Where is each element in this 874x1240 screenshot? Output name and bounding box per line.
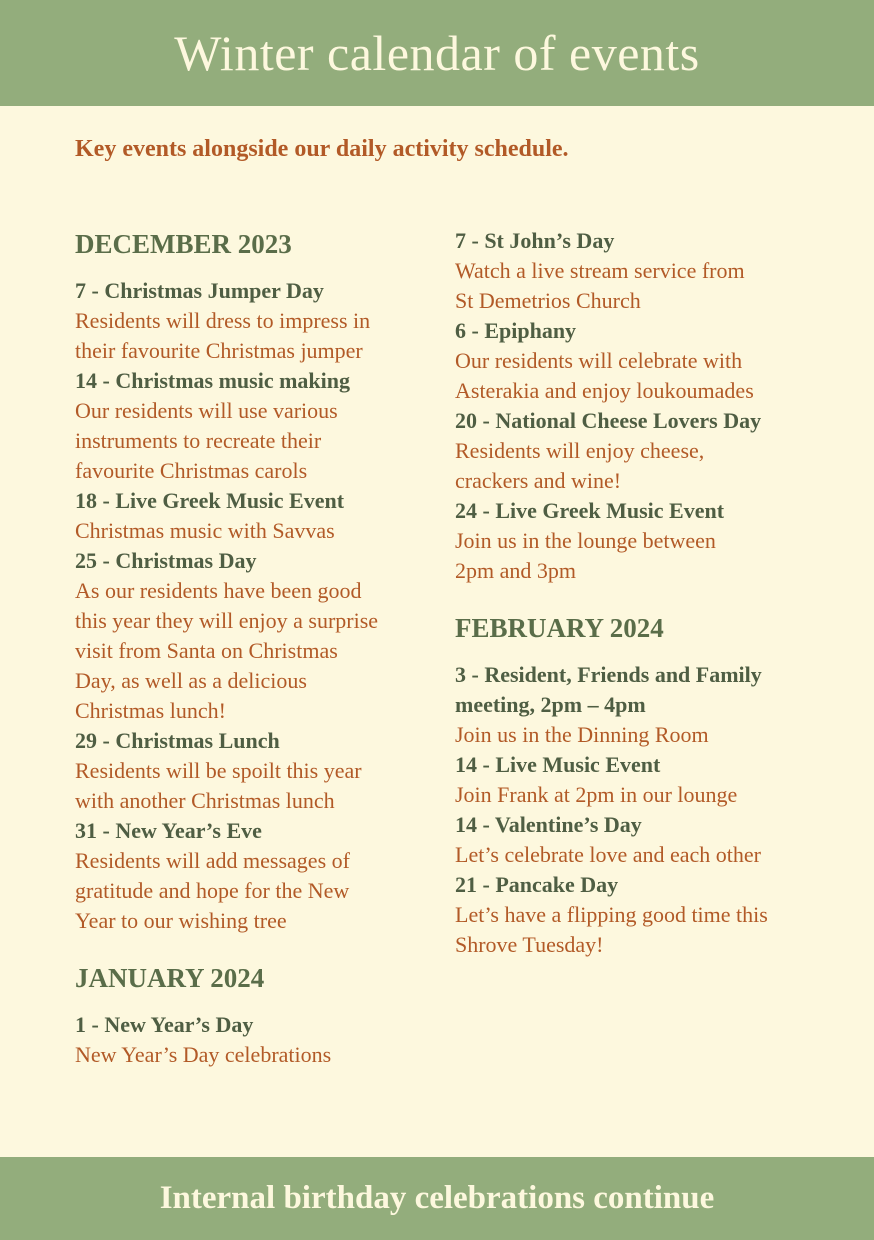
event-description: Year to our wishing tree	[75, 908, 287, 933]
event-description: gratitude and hope for the New	[75, 878, 350, 903]
event-description: with another Christmas lunch	[75, 788, 335, 813]
event-description: Join Frank at 2pm in our lounge	[455, 782, 738, 807]
subtitle: Key events alongside our daily activity schedule.	[75, 136, 569, 162]
event-description: crackers and wine!	[455, 468, 622, 493]
event-description: this year they will enjoy a surprise	[75, 608, 379, 633]
month-heading: FEBRUARY 2024	[455, 613, 664, 643]
event-title: 25 - Christmas Day	[75, 548, 257, 573]
event-description: Residents will add messages of	[75, 848, 350, 873]
event-title: 7 - Christmas Jumper Day	[75, 278, 324, 303]
event-description: Residents will enjoy cheese,	[455, 438, 705, 463]
event-description: Day, as well as a delicious	[75, 668, 307, 693]
event-title: 14 - Live Music Event	[455, 752, 661, 777]
event-description: Christmas lunch!	[75, 698, 226, 723]
event-description: Our residents will use various	[75, 398, 338, 423]
event-description: 2pm and 3pm	[455, 558, 576, 583]
section-spacer	[455, 586, 825, 610]
event-description: Residents will dress to impress in	[75, 308, 371, 333]
event-title: 1 - New Year’s Day	[75, 1012, 254, 1037]
event-description: favourite Christmas carols	[75, 458, 308, 483]
page-title: Winter calendar of events	[174, 25, 700, 81]
event-title: 29 - Christmas Lunch	[75, 728, 280, 753]
event-description: Asterakia and enjoy loukoumades	[455, 378, 754, 403]
event-description: Join us in the Dinning Room	[455, 722, 709, 747]
event-title: 14 - Christmas music making	[75, 368, 351, 393]
event-title: 20 - National Cheese Lovers Day	[455, 408, 762, 433]
event-description: Christmas music with Savvas	[75, 518, 335, 543]
event-title: meeting, 2pm – 4pm	[455, 692, 646, 717]
right-column	[455, 226, 825, 960]
event-title: 24 - Live Greek Music Event	[455, 498, 725, 523]
footer-text: Internal birthday celebrations continue	[159, 1180, 715, 1216]
event-description: Our residents will celebrate with	[455, 348, 743, 373]
header-banner	[0, 0, 874, 106]
footer-banner	[0, 1157, 874, 1240]
event-description: their favourite Christmas jumper	[75, 338, 363, 363]
event-title: 3 - Resident, Friends and Family	[455, 662, 762, 687]
month-heading: DECEMBER 2023	[75, 229, 292, 259]
section-spacer	[75, 936, 435, 960]
event-description: instruments to recreate their	[75, 428, 322, 453]
event-description: Watch a live stream service from	[455, 258, 745, 283]
event-description: As our residents have been good	[75, 578, 362, 603]
event-title: 18 - Live Greek Music Event	[75, 488, 345, 513]
event-title: 6 - Epiphany	[455, 318, 577, 343]
event-description: Let’s celebrate love and each other	[455, 842, 762, 867]
event-description: Join us in the lounge between	[455, 528, 716, 553]
event-title: 21 - Pancake Day	[455, 872, 619, 897]
event-description: New Year’s Day celebrations	[75, 1042, 332, 1067]
event-title: 7 - St John’s Day	[455, 228, 615, 253]
event-description: visit from Santa on Christmas	[75, 638, 338, 663]
event-description: Residents will be spoilt this year	[75, 758, 362, 783]
event-description: St Demetrios Church	[455, 288, 641, 313]
left-column	[75, 226, 435, 1070]
event-title: 31 - New Year’s Eve	[75, 818, 262, 843]
event-description: Shrove Tuesday!	[455, 932, 604, 957]
month-heading: JANUARY 2024	[75, 963, 265, 993]
event-description: Let’s have a flipping good time this	[455, 902, 768, 927]
event-title: 14 - Valentine’s Day	[455, 812, 642, 837]
